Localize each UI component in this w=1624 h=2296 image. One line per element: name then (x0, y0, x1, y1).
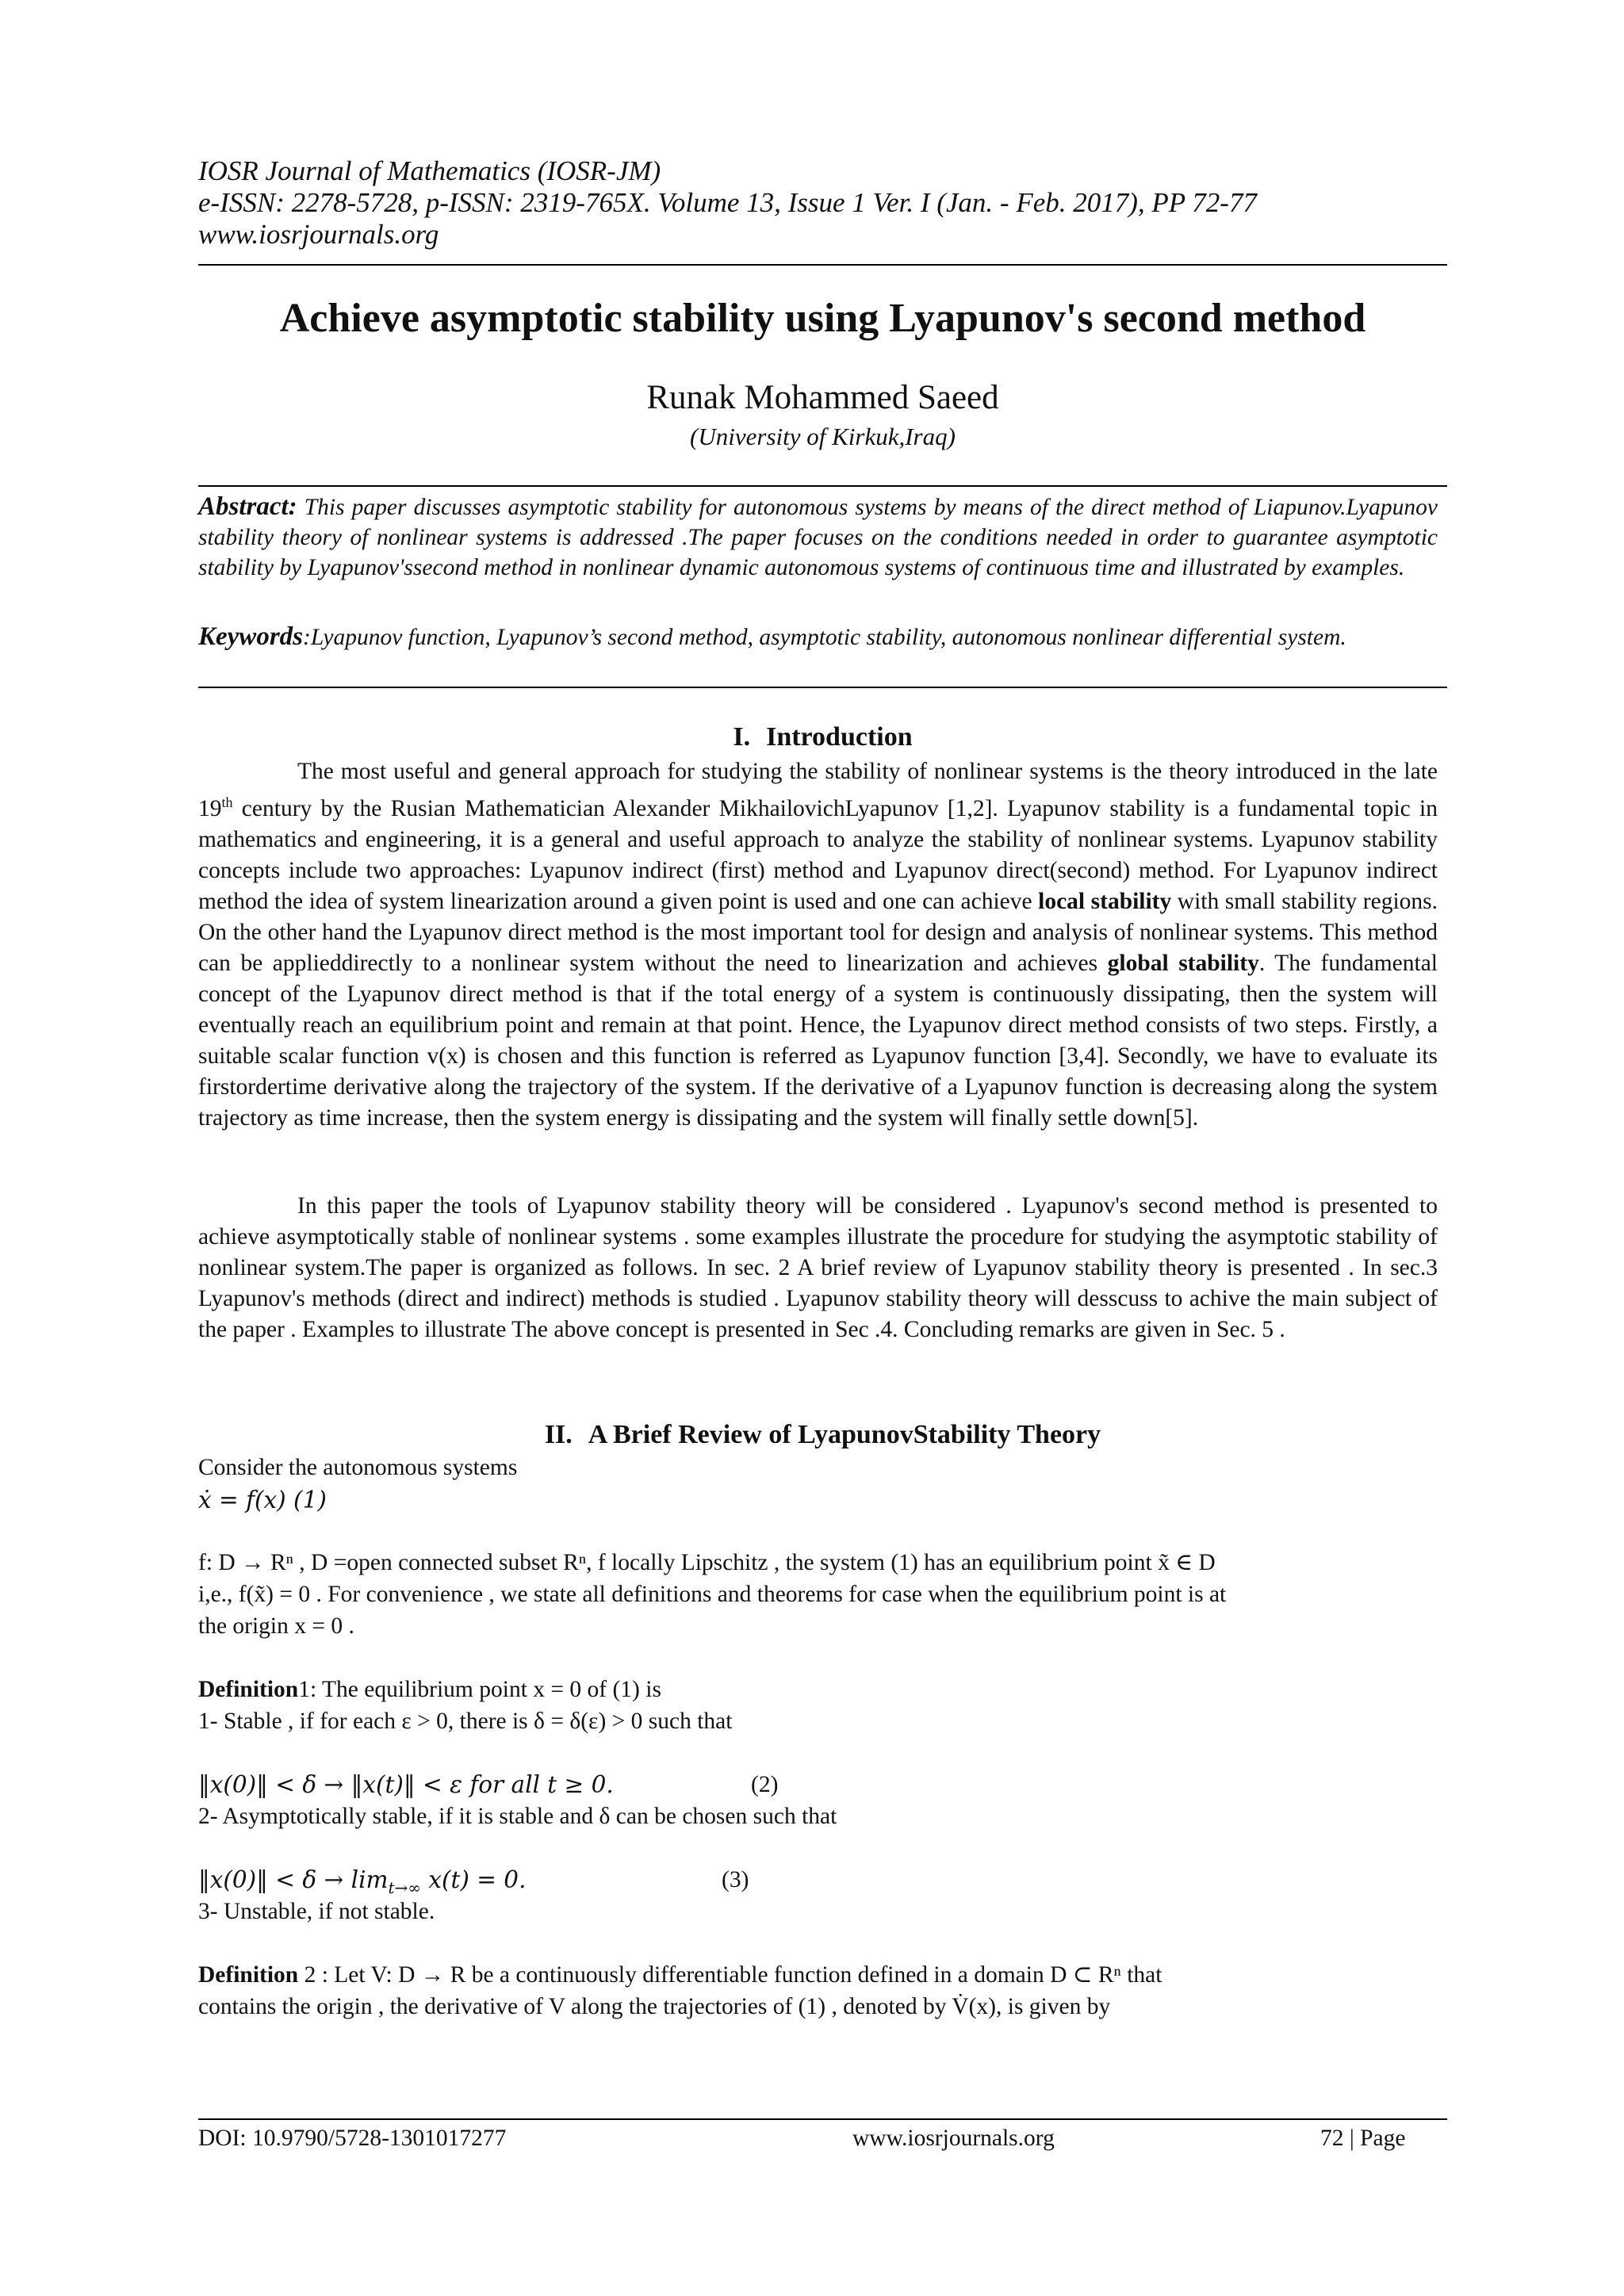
equation-3-tail: x(t) = 0. (420, 1866, 527, 1893)
definition-2-line-2: contains the origin , the derivative of V along the trajectories of (1) , denoted by V̇(x), is given by (198, 1994, 1111, 2019)
superscript: th (221, 794, 233, 810)
journal-header (198, 155, 1447, 251)
keywords-text: :Lyapunov function, Lyapunov’s second method, asymptotic stability, autonomous nonlinear differential system. (303, 625, 1346, 650)
text-run: . The fundamental concept of the Lyapunov direct method is that if the total energy of a system is continuously dissipating, then the system will eventually reach an equilibrium point and remain at that point. Hence, the Lyapunov direct method consists of two steps. Firstly, a suitable scalar function v(x) is chosen and this function is referred as Lyapunov function [3,4]. Secondly, we have to evaluate its firstordertime derivative along the trajectory of the system. If the derivative of a Lyapunov function is decreasing along the system trajectory as time increase, then the system energy is dissipating and the system will finally settle down[5]. (198, 950, 1438, 1131)
text-run: In this paper the tools of Lyapunov stability theory will be considered . Lyapunov's second method is presented to achieve asymptotically stable of nonlinear systems . some examples illustrate the procedure for studying the asymptotic stability of nonlinear system.The paper is organized as follows. In sec. 2 A brief review of Lyapunov stability theory is presented . In sec.3 Lyapunov's methods (direct and indirect) methods is studied . Lyapunov stability theory will desscuss to achive the main subject of the paper . Examples to illustrate The above concept is presented in Sec .4. Concluding remarks are given in Sec. 5 . (198, 1193, 1438, 1342)
equation-3: ‖x(0)‖ < δ → lim (198, 1866, 389, 1893)
equation-2: ‖x(0)‖ < δ → ‖x(t)‖ < ε for all t ≥ 0. (198, 1771, 614, 1798)
bold-term: global stability (1107, 950, 1259, 976)
author-name: Runak Mohammed Saeed (646, 379, 999, 416)
equation-2-number: (2) (751, 1772, 779, 1797)
footer-website: www.iosrjournals.org (852, 2126, 1055, 2151)
abstract-text: This paper discusses asymptotic stability for autonomous systems by means of the direct method of Liapunov.Lyapunov stability theory of nonlinear systems is addressed .The paper focuses on the conditions needed in order to guarantee asymptotic stability by Lyapunov'ssecond method in nonlinear dynamic autonomous systems of continuous time and illustrated by examples. (198, 495, 1438, 580)
section-number: II. (544, 1420, 573, 1449)
equation-3-subscript: t→∞ (388, 1877, 421, 1897)
keywords (198, 622, 1438, 652)
footer-page-number: 72 | Page (1320, 2126, 1406, 2151)
definition-text: 2 : Let V: D → R be a continuously differentiable function defined in a domain D ⊂ Rⁿ that (298, 1962, 1162, 1988)
text-run: with small stability regions. On the other hand the Lyapunov direct method is the most important tool for design and analysis of nonlinear systems. This method can be applieddirectly to a nonlinear system without the need to linearization and achieves (198, 888, 1438, 976)
section-heading-introduction (198, 721, 1447, 753)
footer-doi: DOI: 10.9790/5728-1301017277 (198, 2126, 507, 2151)
author-affiliation: (University of Kirkuk,Iraq) (690, 423, 956, 450)
text-run: The most useful and general approach for studying the stability of nonlinear systems is the theory introduced in the late 19 (198, 759, 1438, 821)
definition-2-line-1 (198, 1960, 1447, 1991)
section-heading-review (198, 1419, 1447, 1451)
journal-name: IOSR Journal of Mathematics (IOSR-JM) (198, 155, 661, 186)
header-rule (198, 264, 1447, 266)
definition-1 (198, 1674, 1447, 1705)
paper-title: Achieve asymptotic stability using Lyapunov's second method (279, 296, 1366, 341)
definition-label: Definition (198, 1962, 299, 1988)
section-title: A Brief Review of LyapunovStability Theory (588, 1420, 1101, 1449)
journal-website: www.iosrjournals.org (198, 219, 439, 250)
definition-1-item-3: 3- Unstable, if not stable. (198, 1899, 435, 1924)
section-number: I. (733, 722, 751, 752)
definition-text: 1: The equilibrium point x = 0 of (1) is (298, 1677, 661, 1702)
intro-paragraph-1 (198, 756, 1438, 1134)
domain-line-3: the origin x = 0 . (198, 1613, 354, 1639)
journal-issn: e-ISSN: 2278-5728, p-ISSN: 2319-765X. Volume 13, Issue 1 Ver. I (Jan. - Feb. 2017), PP 72-77 (198, 187, 1257, 218)
abstract-label: Abstract: (198, 492, 297, 521)
definition-1-item-2: 2- Asymptotically stable, if it is stable and δ can be chosen such that (198, 1804, 837, 1829)
keywords-label: Keywords (198, 622, 303, 651)
bold-term: local stability (1038, 888, 1172, 914)
definition-label: Definition (198, 1677, 299, 1702)
abstract-top-rule (198, 485, 1447, 487)
equation-2-line (198, 1770, 1447, 1801)
domain-line-1: f: D → Rⁿ , D =open connected subset Rⁿ, f locally Lipschitz , the system (1) has an equilibrium point x̃ ∈ D (198, 1550, 1216, 1575)
equation-1: ẋ = f(x) (1) (198, 1487, 327, 1513)
text-run: century by the Rusian Mathematician Alexander MikhailovichLyapunov [1,2]. Lyapunov stability is a fundamental topic in mathematics and engineering, it is a general and useful approach to analyze the stability of nonlinear systems. Lyapunov stability concepts include two approaches: Lyapunov indirect (first) method and Lyapunov direct(second) method. For Lyapunov indirect method the idea of system linearization around a given point is used and one can achieve (198, 795, 1438, 914)
definition-1-item-1: 1- Stable , if for each ε > 0, there is δ = δ(ε) > 0 such that (198, 1709, 733, 1734)
domain-line-2: i,e., f(x̃) = 0 . For convenience , we state all definitions and theorems for case when the equilibrium point is at (198, 1582, 1227, 1607)
footer-rule (198, 2118, 1447, 2120)
intro-paragraph-2 (198, 1191, 1438, 1345)
consider-text: Consider the autonomous systems (198, 1455, 518, 1480)
section-title: Introduction (766, 722, 913, 752)
equation-3-number: (3) (722, 1867, 749, 1892)
abstract-bottom-rule (198, 687, 1447, 688)
abstract (198, 492, 1438, 583)
